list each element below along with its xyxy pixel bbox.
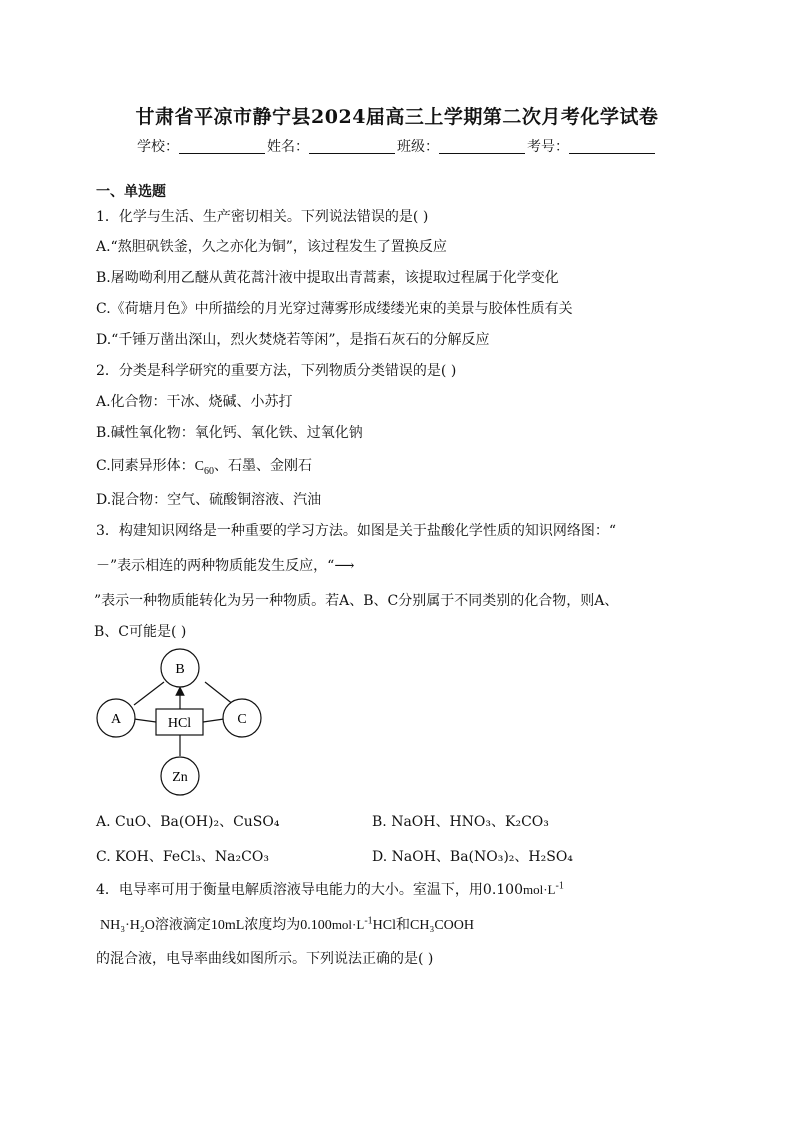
- q4-unit-2-sup: -1: [364, 915, 373, 927]
- q3-option-c: C. KOH、FeCl₃、Na₂CO₃: [96, 849, 269, 865]
- node-c-label: C: [237, 712, 247, 727]
- q1-option-a: A.“熬胆矾铁釜，久之亦化为铜”，该过程发生了置换反应: [96, 239, 447, 255]
- hcl-knowledge-network-diagram: [94, 647, 274, 803]
- q4-unit-2: [332, 917, 373, 932]
- line-a-hcl: [134, 719, 156, 722]
- section-heading: 一、单选题: [96, 184, 166, 200]
- line-hcl-c: [203, 719, 224, 722]
- q1-option-b: B.屠呦呦利用乙醚从黄花蒿汁液中提取出青蒿素，该提取过程属于化学变化: [96, 270, 559, 286]
- q4-unit-2-text: mol·L: [331, 917, 365, 932]
- q3-stem-line4: B、C可能是( ): [94, 624, 187, 640]
- node-a-label: A: [110, 712, 122, 727]
- q3-option-d: D. NaOH、Ba(NO₃)₂、H₂SO₄: [372, 849, 573, 865]
- q3-stem-line3: ”表示一种物质能转化为另一种物质。若A、B、C分别属于不同类别的化合物，则A、: [94, 593, 619, 609]
- student-info-line: [0, 136, 794, 156]
- page-title: 甘肃省平凉市静宁县2024届高三上学期第二次月考化学试卷: [135, 106, 659, 128]
- q4-line2-rest: HCl和CH₃COOH: [372, 918, 474, 933]
- q1-stem: 1．化学与生活、生产密切相关。下列说法错误的是( ): [96, 209, 429, 225]
- q2-option-c-rest: 、石墨、金刚石: [214, 458, 313, 474]
- q3-stem-line1: 3．构建知识网络是一种重要的学习方法。如图是关于盐酸化学性质的知识网络图：“: [96, 523, 617, 539]
- q4-line1-text: 4．电导率可用于衡量电解质溶液导电能力的大小。室温下，用0.100: [96, 882, 523, 898]
- number-label: 考号：: [527, 139, 569, 155]
- q2-option-d: D.混合物：空气、硫酸铜溶液、汽油: [96, 492, 322, 508]
- c60-symbol: C: [194, 459, 205, 474]
- q2-option-c-prefix: C.同素异形体：: [96, 458, 195, 474]
- node-zn-label: Zn: [172, 770, 188, 785]
- q3-option-a: A. CuO、Ba(OH)₂、CuSO₄: [96, 814, 280, 830]
- line-a-b: [134, 682, 164, 705]
- class-label: 班级：: [397, 139, 439, 155]
- q4-stem-line1: [96, 879, 564, 899]
- c60-subscript: 60: [204, 465, 215, 477]
- q4-stem-line3: 的混合液，电导率曲线如图所示。下列说法正确的是( ): [96, 951, 434, 967]
- q1-option-d: D.“千锤万凿出深山，烈火焚烧若等闲”，是指石灰石的分解反应: [96, 332, 490, 348]
- node-b-label: B: [175, 662, 185, 677]
- q4-line2-text: NH₃·H₂O溶液滴定10mL浓度均为0.100: [100, 918, 332, 933]
- name-blank[interactable]: [309, 139, 395, 154]
- q3-stem-line2: －”表示相连的两种物质能发生反应，“⟶: [96, 558, 355, 574]
- q4-unit-1: [523, 882, 564, 897]
- q3-option-b: B. NaOH、HNO₃、K₂CO₃: [372, 814, 549, 830]
- q4-stem-line2: [100, 914, 474, 934]
- school-blank[interactable]: [179, 139, 265, 154]
- q2-option-a: A.化合物：干冰、烧碱、小苏打: [96, 394, 293, 410]
- school-label: 学校：: [137, 139, 179, 155]
- q4-unit-1-text: mol·L: [523, 882, 556, 897]
- class-blank[interactable]: [439, 139, 525, 154]
- line-b-c: [205, 682, 234, 705]
- c60-formula: [194, 459, 215, 477]
- q2-option-c: [96, 455, 312, 477]
- q2-stem: 2．分类是科学研究的重要方法，下列物质分类错误的是( ): [96, 363, 457, 379]
- node-hcl-label: HCl: [167, 716, 192, 731]
- name-label: 姓名：: [267, 139, 309, 155]
- q2-option-b: B.碱性氧化物：氧化钙、氧化铁、过氧化钠: [96, 425, 363, 441]
- q4-unit-1-sup: -1: [555, 880, 564, 892]
- q1-option-c: C.《荷塘月色》中所描绘的月光穿过薄雾形成缕缕光束的美景与胶体性质有关: [96, 301, 573, 317]
- number-blank[interactable]: [569, 139, 655, 154]
